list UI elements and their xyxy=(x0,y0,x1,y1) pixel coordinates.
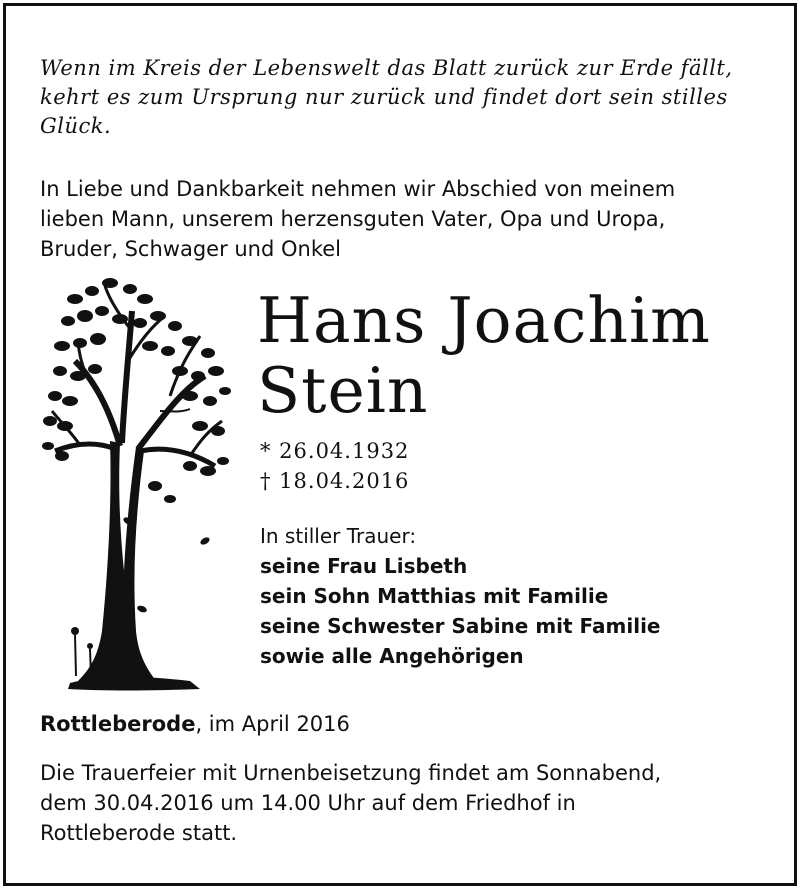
deceased-name xyxy=(257,286,787,426)
intro-line: In Liebe und Dankbarkeit nehmen wir Abschied von meinem xyxy=(40,177,676,201)
funeral-line: Rottleberode statt. xyxy=(40,821,238,845)
funeral-info xyxy=(40,758,760,848)
mourners-heading: In stiller Trauer: xyxy=(260,524,417,548)
mourner-entry: seine Schwester Sabine mit Familie xyxy=(260,614,661,638)
poem-line: Wenn im Kreis der Lebenswelt das Blatt zurück zur Erde fällt, xyxy=(40,56,733,80)
farewell-intro xyxy=(40,174,770,264)
place-name: Rottleberode xyxy=(40,712,196,736)
name-last: Stein xyxy=(257,354,429,427)
tree-silhouette-icon xyxy=(40,271,235,701)
mourner-entry: sein Sohn Matthias mit Familie xyxy=(260,584,609,608)
obituary-notice xyxy=(3,3,797,886)
notice-date: , im April 2016 xyxy=(195,712,350,736)
memorial-poem xyxy=(40,54,770,141)
death-date: † 18.04.2016 xyxy=(260,469,410,493)
funeral-line: Die Trauerfeier mit Urnenbeisetzung findet am Sonnabend, xyxy=(40,761,662,785)
poem-line: Glück. xyxy=(40,114,112,138)
life-dates xyxy=(260,436,409,496)
mourners-list xyxy=(260,521,661,671)
poem-line: kehrt es zum Ursprung nur zurück und findet dort sein stilles xyxy=(40,85,728,109)
intro-line: lieben Mann, unserem herzensguten Vater, Opa und Uropa, xyxy=(40,207,666,231)
intro-line: Bruder, Schwager und Onkel xyxy=(40,237,342,261)
mourner-entry: sowie alle Angehörigen xyxy=(260,644,524,668)
funeral-line: dem 30.04.2016 um 14.00 Uhr auf dem Friedhof in xyxy=(40,791,576,815)
notice-content xyxy=(6,6,794,883)
mourner-entry: seine Frau Lisbeth xyxy=(260,554,468,578)
name-first: Hans Joachim xyxy=(257,284,711,357)
place-date-line xyxy=(40,709,350,739)
birth-date: * 26.04.1932 xyxy=(260,439,410,463)
